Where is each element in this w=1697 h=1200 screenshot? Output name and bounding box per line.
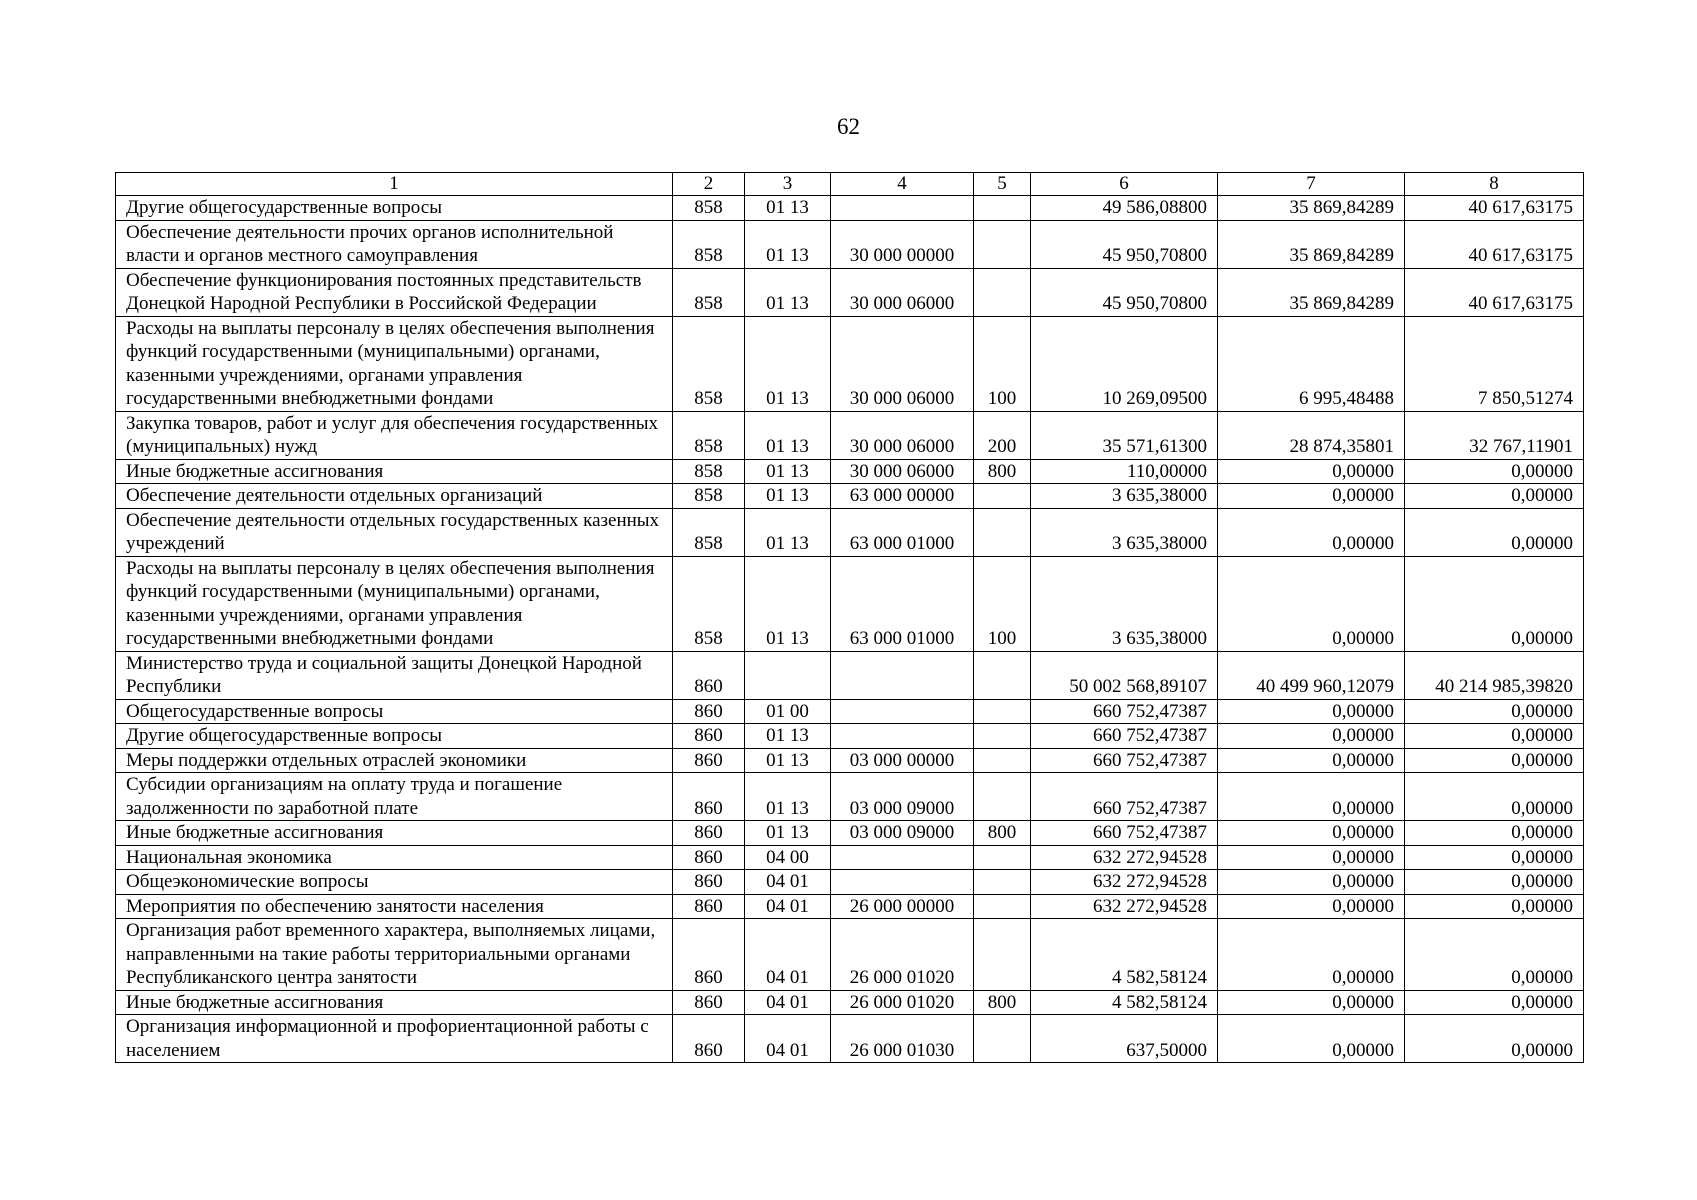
- row-code: 860: [673, 919, 745, 991]
- row-name: Организация работ временного характера, выполняемых лицами, направленными на такие работы территориальными органами Республиканского центра занятости: [116, 919, 673, 991]
- table-row: [116, 484, 1584, 509]
- row-expense-type: [974, 220, 1031, 268]
- table-row: [116, 894, 1584, 919]
- row-code: 860: [673, 724, 745, 749]
- row-code: 858: [673, 268, 745, 316]
- row-expense-type: 100: [974, 316, 1031, 411]
- row-amount-col8: 40 617,63175: [1405, 196, 1584, 221]
- row-code: 858: [673, 411, 745, 459]
- row-section: 04 00: [745, 845, 831, 870]
- row-amount-col8: 32 767,11901: [1405, 411, 1584, 459]
- row-code: 860: [673, 821, 745, 846]
- table-row: [116, 556, 1584, 651]
- column-header: 3: [745, 173, 831, 196]
- row-amount-col7: 0,00000: [1218, 894, 1405, 919]
- row-amount-col6: 660 752,47387: [1031, 724, 1218, 749]
- row-target-article: [831, 845, 974, 870]
- table-body: [116, 196, 1584, 1063]
- row-section: 04 01: [745, 990, 831, 1015]
- row-expense-type: [974, 1015, 1031, 1063]
- row-expense-type: 200: [974, 411, 1031, 459]
- row-amount-col8: 40 617,63175: [1405, 268, 1584, 316]
- table-row: [116, 196, 1584, 221]
- row-target-article: 26 000 01020: [831, 990, 974, 1015]
- row-target-article: 03 000 00000: [831, 748, 974, 773]
- row-name: Закупка товаров, работ и услуг для обеспечения государственных (муниципальных) нужд: [116, 411, 673, 459]
- row-amount-col6: 50 002 568,89107: [1031, 651, 1218, 699]
- row-amount-col6: 35 571,61300: [1031, 411, 1218, 459]
- row-name: Обеспечение функционирования постоянных представительств Донецкой Народной Республики в Российской Федерации: [116, 268, 673, 316]
- row-section: 01 13: [745, 556, 831, 651]
- table-row: [116, 651, 1584, 699]
- row-amount-col6: 660 752,47387: [1031, 773, 1218, 821]
- row-amount-col8: 0,00000: [1405, 821, 1584, 846]
- row-section: 01 13: [745, 484, 831, 509]
- row-target-article: [831, 651, 974, 699]
- row-target-article: [831, 724, 974, 749]
- row-name: Расходы на выплаты персоналу в целях обеспечения выполнения функций государственными (муниципальными) органами, казенными учреждениями, органами управления государственными внебюджетными фондами: [116, 316, 673, 411]
- row-amount-col8: 0,00000: [1405, 990, 1584, 1015]
- row-code: 858: [673, 196, 745, 221]
- table-row: [116, 821, 1584, 846]
- row-amount-col7: 35 869,84289: [1218, 220, 1405, 268]
- row-expense-type: [974, 484, 1031, 509]
- row-code: 860: [673, 773, 745, 821]
- row-expense-type: [974, 268, 1031, 316]
- row-amount-col8: 0,00000: [1405, 724, 1584, 749]
- row-target-article: 63 000 00000: [831, 484, 974, 509]
- row-name: Организация информационной и профориентационной работы с населением: [116, 1015, 673, 1063]
- column-header: 7: [1218, 173, 1405, 196]
- row-amount-col8: 0,00000: [1405, 556, 1584, 651]
- row-expense-type: [974, 919, 1031, 991]
- row-section: 01 13: [745, 508, 831, 556]
- row-target-article: 03 000 09000: [831, 773, 974, 821]
- row-amount-col6: 110,00000: [1031, 459, 1218, 484]
- row-amount-col7: 0,00000: [1218, 990, 1405, 1015]
- row-section: 01 13: [745, 316, 831, 411]
- table-row: [116, 870, 1584, 895]
- row-name: Обеспечение деятельности прочих органов исполнительной власти и органов местного самоуправления: [116, 220, 673, 268]
- row-amount-col7: 35 869,84289: [1218, 196, 1405, 221]
- row-expense-type: 100: [974, 556, 1031, 651]
- row-section: 01 13: [745, 268, 831, 316]
- row-section: 01 13: [745, 773, 831, 821]
- row-name: Иные бюджетные ассигнования: [116, 459, 673, 484]
- row-amount-col6: 3 635,38000: [1031, 508, 1218, 556]
- row-amount-col7: 0,00000: [1218, 870, 1405, 895]
- row-amount-col7: 0,00000: [1218, 724, 1405, 749]
- row-amount-col6: 3 635,38000: [1031, 556, 1218, 651]
- row-amount-col8: 40 617,63175: [1405, 220, 1584, 268]
- row-amount-col7: 0,00000: [1218, 484, 1405, 509]
- row-code: 860: [673, 651, 745, 699]
- row-code: 858: [673, 220, 745, 268]
- table-row: [116, 748, 1584, 773]
- row-amount-col8: 0,00000: [1405, 870, 1584, 895]
- row-amount-col6: 4 582,58124: [1031, 990, 1218, 1015]
- row-code: 860: [673, 894, 745, 919]
- table-row: [116, 316, 1584, 411]
- row-amount-col7: 35 869,84289: [1218, 268, 1405, 316]
- row-amount-col7: 0,00000: [1218, 459, 1405, 484]
- row-amount-col7: 0,00000: [1218, 1015, 1405, 1063]
- row-amount-col8: 7 850,51274: [1405, 316, 1584, 411]
- column-header: 8: [1405, 173, 1584, 196]
- row-amount-col8: 0,00000: [1405, 699, 1584, 724]
- row-name: Обеспечение деятельности отдельных организаций: [116, 484, 673, 509]
- row-amount-col6: 637,50000: [1031, 1015, 1218, 1063]
- row-expense-type: [974, 773, 1031, 821]
- row-target-article: 30 000 06000: [831, 316, 974, 411]
- row-amount-col7: 0,00000: [1218, 821, 1405, 846]
- row-target-article: 30 000 06000: [831, 268, 974, 316]
- row-amount-col7: 40 499 960,12079: [1218, 651, 1405, 699]
- row-name: Иные бюджетные ассигнования: [116, 821, 673, 846]
- row-amount-col7: 28 874,35801: [1218, 411, 1405, 459]
- row-section: 01 13: [745, 821, 831, 846]
- row-section: 01 13: [745, 196, 831, 221]
- row-amount-col6: 660 752,47387: [1031, 821, 1218, 846]
- row-section: 04 01: [745, 894, 831, 919]
- row-amount-col6: 10 269,09500: [1031, 316, 1218, 411]
- row-section: 04 01: [745, 1015, 831, 1063]
- column-header: 5: [974, 173, 1031, 196]
- row-section: 01 13: [745, 459, 831, 484]
- row-expense-type: [974, 845, 1031, 870]
- row-amount-col6: 632 272,94528: [1031, 894, 1218, 919]
- row-expense-type: [974, 870, 1031, 895]
- row-amount-col8: 0,00000: [1405, 508, 1584, 556]
- row-amount-col6: 660 752,47387: [1031, 748, 1218, 773]
- row-name: Обеспечение деятельности отдельных государственных казенных учреждений: [116, 508, 673, 556]
- row-amount-col8: 0,00000: [1405, 1015, 1584, 1063]
- row-name: Национальная экономика: [116, 845, 673, 870]
- row-expense-type: [974, 748, 1031, 773]
- row-code: 860: [673, 870, 745, 895]
- column-header: 2: [673, 173, 745, 196]
- row-amount-col7: 0,00000: [1218, 845, 1405, 870]
- row-target-article: [831, 699, 974, 724]
- table-row: [116, 1015, 1584, 1063]
- row-section: [745, 651, 831, 699]
- row-expense-type: [974, 196, 1031, 221]
- table-row: [116, 845, 1584, 870]
- row-name: Субсидии организациям на оплату труда и погашение задолженности по заработной плате: [116, 773, 673, 821]
- row-amount-col7: 0,00000: [1218, 919, 1405, 991]
- row-name: Расходы на выплаты персоналу в целях обеспечения выполнения функций государственными (муниципальными) органами, казенными учреждениями, органами управления государственными внебюджетными фондами: [116, 556, 673, 651]
- row-amount-col6: 45 950,70800: [1031, 220, 1218, 268]
- column-header: 6: [1031, 173, 1218, 196]
- row-amount-col7: 0,00000: [1218, 508, 1405, 556]
- row-section: 01 13: [745, 748, 831, 773]
- row-amount-col8: 0,00000: [1405, 459, 1584, 484]
- row-expense-type: [974, 508, 1031, 556]
- page-number: 62: [837, 114, 860, 139]
- row-amount-col6: 45 950,70800: [1031, 268, 1218, 316]
- row-expense-type: 800: [974, 459, 1031, 484]
- row-expense-type: [974, 699, 1031, 724]
- header-row: [116, 173, 1584, 196]
- row-section: 01 00: [745, 699, 831, 724]
- row-target-article: 26 000 01030: [831, 1015, 974, 1063]
- row-amount-col7: 0,00000: [1218, 773, 1405, 821]
- row-amount-col6: 4 582,58124: [1031, 919, 1218, 991]
- table-row: [116, 773, 1584, 821]
- row-name: Министерство труда и социальной защиты Донецкой Народной Республики: [116, 651, 673, 699]
- row-target-article: 26 000 01020: [831, 919, 974, 991]
- row-target-article: 30 000 00000: [831, 220, 974, 268]
- column-header: 4: [831, 173, 974, 196]
- row-target-article: [831, 870, 974, 895]
- row-name: Общегосударственные вопросы: [116, 699, 673, 724]
- row-target-article: 63 000 01000: [831, 556, 974, 651]
- row-code: 860: [673, 990, 745, 1015]
- row-amount-col8: 0,00000: [1405, 919, 1584, 991]
- row-amount-col7: 0,00000: [1218, 748, 1405, 773]
- row-code: 858: [673, 316, 745, 411]
- row-target-article: 30 000 06000: [831, 459, 974, 484]
- row-amount-col6: 3 635,38000: [1031, 484, 1218, 509]
- budget-table: [115, 172, 1584, 1063]
- row-expense-type: 800: [974, 821, 1031, 846]
- row-name: Мероприятия по обеспечению занятости населения: [116, 894, 673, 919]
- row-amount-col8: 0,00000: [1405, 748, 1584, 773]
- row-code: 860: [673, 748, 745, 773]
- table-row: [116, 724, 1584, 749]
- row-code: 858: [673, 459, 745, 484]
- table-row: [116, 220, 1584, 268]
- row-amount-col8: 0,00000: [1405, 845, 1584, 870]
- row-amount-col8: 0,00000: [1405, 894, 1584, 919]
- row-target-article: 03 000 09000: [831, 821, 974, 846]
- table-row: [116, 919, 1584, 991]
- row-amount-col8: 40 214 985,39820: [1405, 651, 1584, 699]
- row-section: 04 01: [745, 919, 831, 991]
- row-amount-col6: 660 752,47387: [1031, 699, 1218, 724]
- row-amount-col7: 6 995,48488: [1218, 316, 1405, 411]
- row-section: 04 01: [745, 870, 831, 895]
- row-code: 858: [673, 508, 745, 556]
- table-row: [116, 508, 1584, 556]
- row-expense-type: [974, 651, 1031, 699]
- table-row: [116, 459, 1584, 484]
- row-code: 860: [673, 1015, 745, 1063]
- row-code: 860: [673, 845, 745, 870]
- row-expense-type: [974, 724, 1031, 749]
- row-amount-col7: 0,00000: [1218, 699, 1405, 724]
- row-target-article: 26 000 00000: [831, 894, 974, 919]
- row-code: 858: [673, 484, 745, 509]
- column-header: 1: [116, 173, 673, 196]
- row-name: Общеэкономические вопросы: [116, 870, 673, 895]
- row-code: 858: [673, 556, 745, 651]
- row-amount-col7: 0,00000: [1218, 556, 1405, 651]
- row-code: 860: [673, 699, 745, 724]
- row-target-article: [831, 196, 974, 221]
- row-amount-col6: 632 272,94528: [1031, 845, 1218, 870]
- row-amount-col6: 632 272,94528: [1031, 870, 1218, 895]
- row-section: 01 13: [745, 724, 831, 749]
- row-amount-col8: 0,00000: [1405, 773, 1584, 821]
- row-name: Меры поддержки отдельных отраслей экономики: [116, 748, 673, 773]
- row-target-article: 30 000 06000: [831, 411, 974, 459]
- table-row: [116, 990, 1584, 1015]
- row-expense-type: 800: [974, 990, 1031, 1015]
- table-row: [116, 268, 1584, 316]
- row-name: Другие общегосударственные вопросы: [116, 724, 673, 749]
- row-expense-type: [974, 894, 1031, 919]
- row-section: 01 13: [745, 220, 831, 268]
- row-amount-col6: 49 586,08800: [1031, 196, 1218, 221]
- row-name: Иные бюджетные ассигнования: [116, 990, 673, 1015]
- table-row: [116, 411, 1584, 459]
- row-section: 01 13: [745, 411, 831, 459]
- table-row: [116, 699, 1584, 724]
- row-target-article: 63 000 01000: [831, 508, 974, 556]
- row-name: Другие общегосударственные вопросы: [116, 196, 673, 221]
- row-amount-col8: 0,00000: [1405, 484, 1584, 509]
